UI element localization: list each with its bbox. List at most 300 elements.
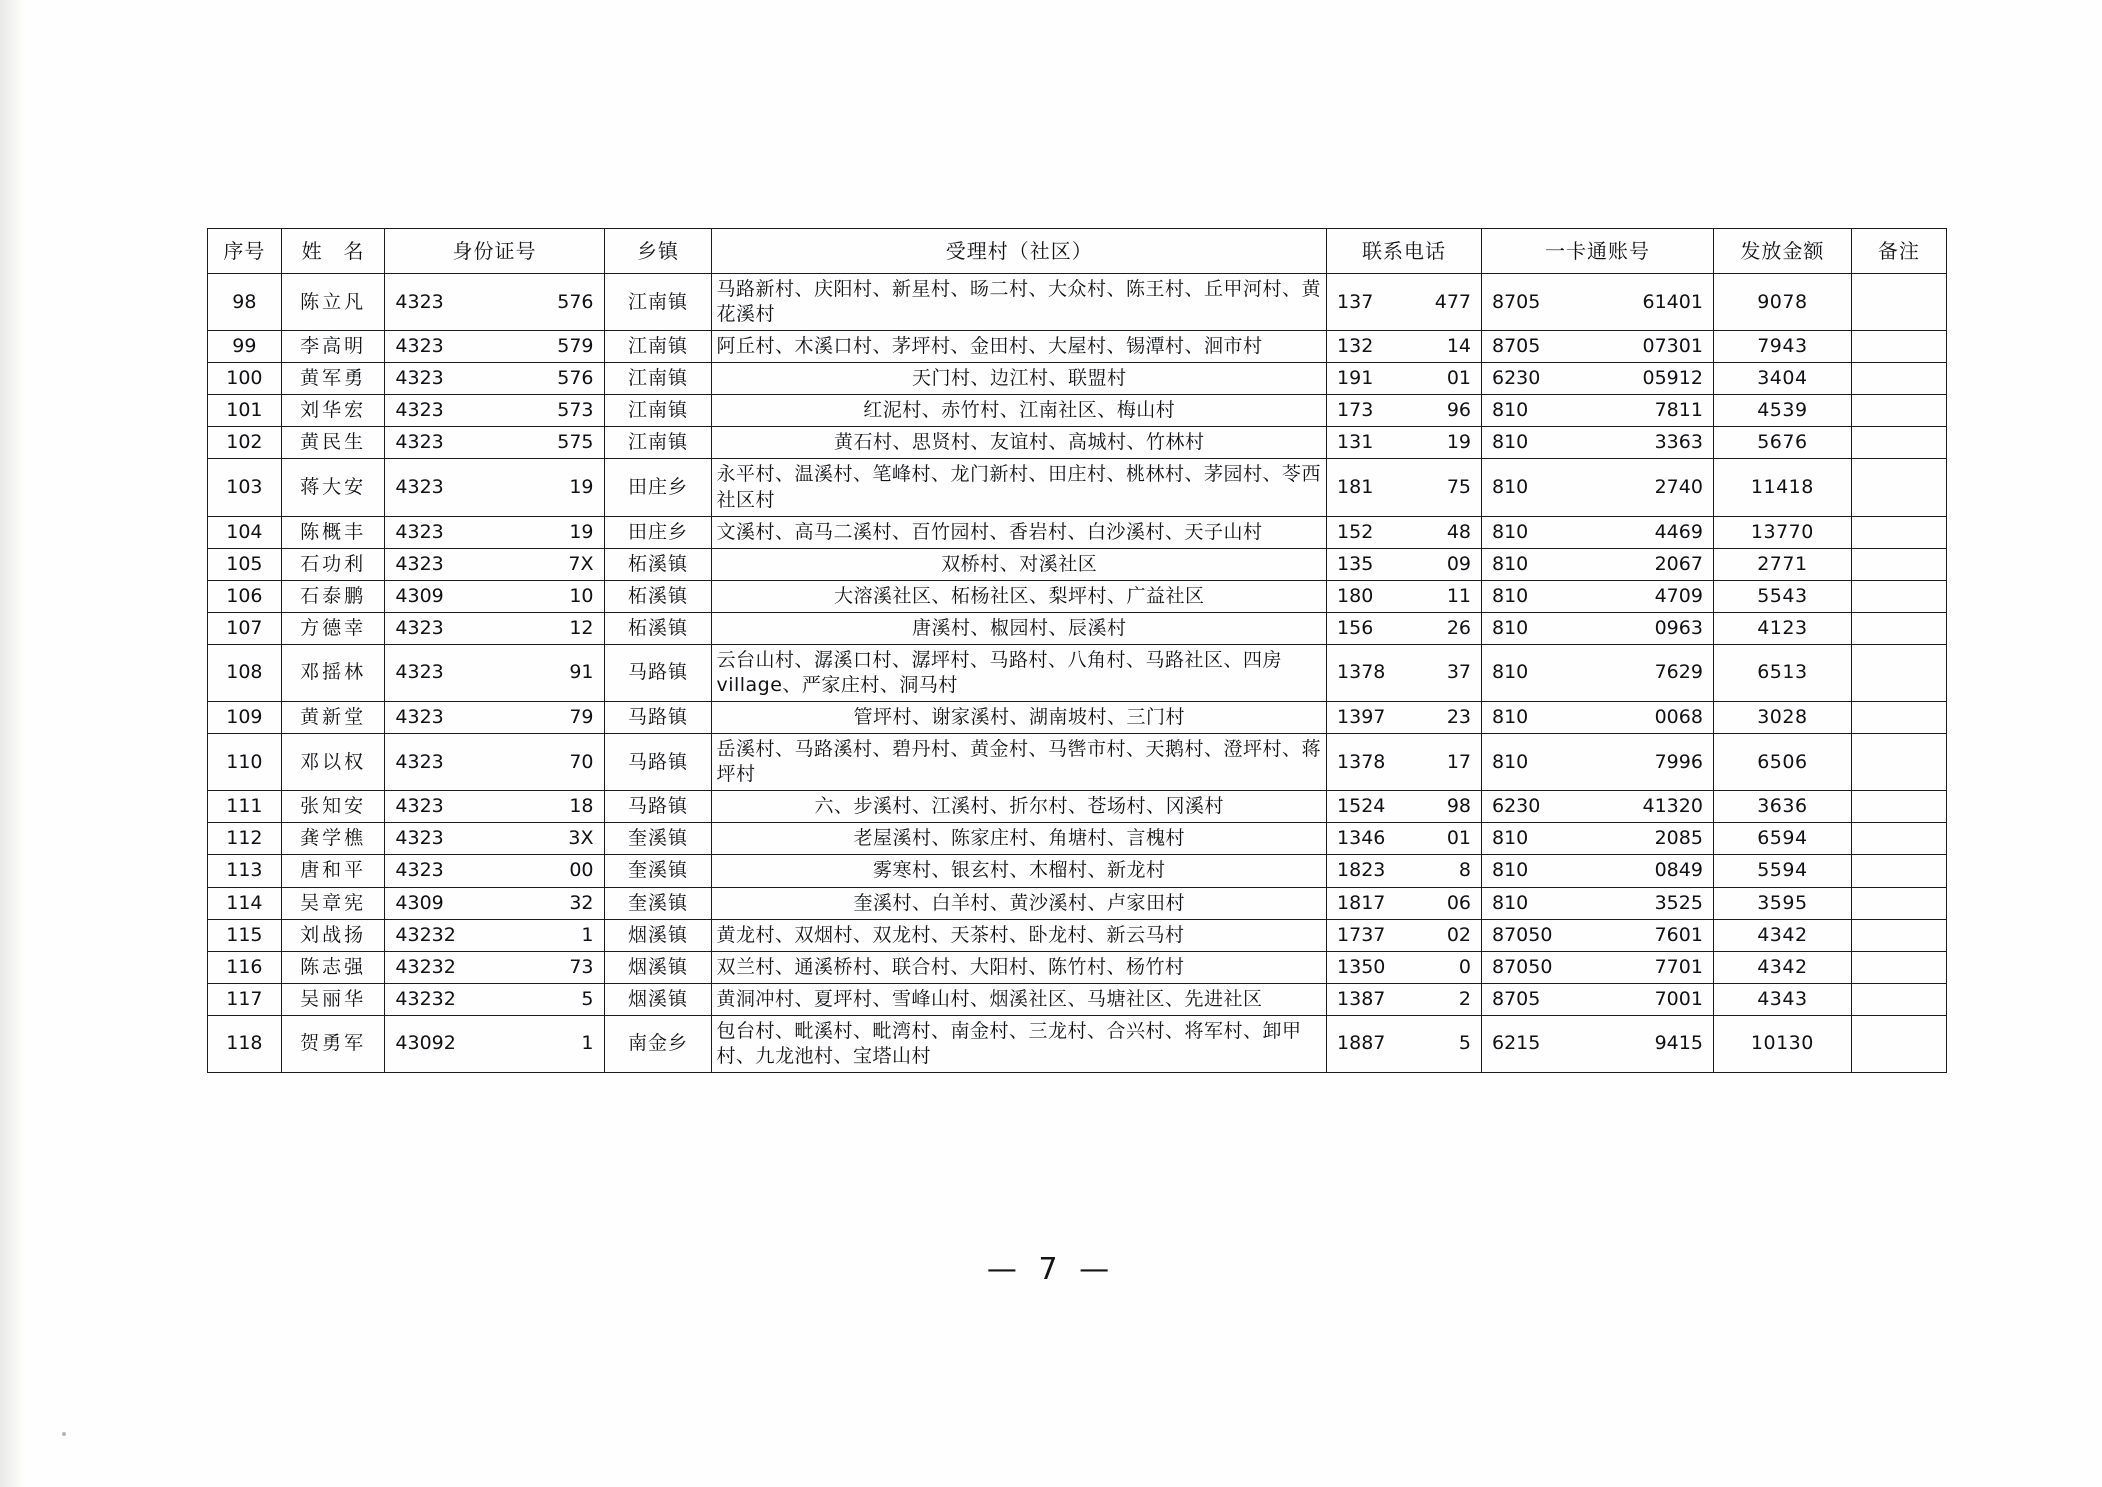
cell-card-left: 810	[1492, 476, 1529, 498]
cell-card	[1482, 951, 1714, 983]
cell-id-right: 573	[557, 399, 594, 422]
cell-card-left: 810	[1492, 750, 1529, 773]
cell-name: 张知安	[281, 791, 385, 823]
cell-id	[385, 395, 604, 427]
cell-tel	[1327, 274, 1482, 331]
cell-village: 文溪村、高马二溪村、百竹园村、香岩村、白沙溪村、天子山村	[712, 516, 1327, 548]
cell-village: 唐溪村、椒园村、辰溪村	[712, 612, 1327, 644]
cell-note	[1851, 548, 1946, 580]
cell-tel	[1327, 644, 1482, 701]
cell-tel-left: 181	[1337, 476, 1374, 498]
cell-seq: 104	[208, 516, 282, 548]
cell-tel	[1327, 791, 1482, 823]
cell-card	[1482, 331, 1714, 363]
table-row	[208, 823, 1947, 855]
cell-id	[385, 855, 604, 887]
cell-tel	[1327, 459, 1482, 516]
beneficiary-table	[207, 228, 1947, 1073]
cell-id-left: 4323	[395, 431, 444, 454]
cell-card	[1482, 791, 1714, 823]
cell-tel	[1327, 951, 1482, 983]
cell-tel-left: 1817	[1337, 891, 1386, 914]
cell-amount: 3404	[1713, 363, 1851, 395]
table-row	[208, 395, 1947, 427]
cell-name: 陈立凡	[281, 274, 385, 331]
cell-card-right: 7601	[1654, 923, 1703, 946]
table-row	[208, 1015, 1947, 1072]
cell-card-right: 9415	[1654, 1032, 1703, 1055]
cell-id-right: 12	[569, 616, 594, 639]
cell-id	[385, 516, 604, 548]
cell-card	[1482, 612, 1714, 644]
cell-card	[1482, 983, 1714, 1015]
cell-amount: 13770	[1713, 516, 1851, 548]
cell-amount: 10130	[1713, 1015, 1851, 1072]
cell-card	[1482, 427, 1714, 459]
cell-id-left: 4323	[395, 795, 444, 818]
cell-id-left: 4323	[395, 859, 444, 882]
cell-town: 马路镇	[604, 644, 712, 701]
cell-card-left: 810	[1492, 827, 1529, 850]
cell-card	[1482, 516, 1714, 548]
cell-card	[1482, 887, 1714, 919]
cell-amount: 5676	[1713, 427, 1851, 459]
cell-amount: 3595	[1713, 887, 1851, 919]
cell-note	[1851, 791, 1946, 823]
cell-village: 红泥村、赤竹村、江南社区、梅山村	[712, 395, 1327, 427]
cell-tel-right: 17	[1446, 750, 1471, 773]
table-row	[208, 612, 1947, 644]
cell-id	[385, 274, 604, 331]
cell-note	[1851, 427, 1946, 459]
cell-seq: 107	[208, 612, 282, 644]
cell-id-right: 1	[581, 923, 594, 946]
cell-seq: 102	[208, 427, 282, 459]
cell-tel-left: 152	[1337, 520, 1374, 543]
table-row	[208, 516, 1947, 548]
cell-card-right: 3525	[1654, 891, 1703, 914]
cell-card-left: 810	[1492, 616, 1529, 639]
cell-town: 江南镇	[604, 331, 712, 363]
cell-id-right: 575	[557, 431, 594, 454]
cell-id-right: 5	[581, 987, 594, 1010]
cell-name: 龚学樵	[281, 823, 385, 855]
cell-town: 江南镇	[604, 395, 712, 427]
cell-id	[385, 983, 604, 1015]
cell-id-left: 43232	[395, 955, 456, 978]
cell-id-right: 19	[569, 476, 594, 498]
cell-tel-left: 1823	[1337, 859, 1386, 882]
cell-seq: 103	[208, 459, 282, 516]
cell-note	[1851, 983, 1946, 1015]
cell-id-right: 10	[569, 584, 594, 607]
cell-seq: 100	[208, 363, 282, 395]
cell-id	[385, 580, 604, 612]
cell-tel-left: 156	[1337, 616, 1374, 639]
cell-amount: 3636	[1713, 791, 1851, 823]
cell-village: 雾寒村、银玄村、木榴村、新龙村	[712, 855, 1327, 887]
cell-card-left: 6230	[1492, 367, 1541, 390]
cell-town: 马路镇	[604, 702, 712, 734]
cell-amount: 5543	[1713, 580, 1851, 612]
header-seq: 序号	[208, 229, 282, 274]
cell-tel-right: 96	[1446, 399, 1471, 422]
table-row	[208, 459, 1947, 516]
cell-tel-right: 26	[1446, 616, 1471, 639]
cell-tel-right: 06	[1446, 891, 1471, 914]
cell-amount: 4342	[1713, 919, 1851, 951]
cell-id-left: 4323	[395, 335, 444, 358]
cell-id-left: 4323	[395, 750, 444, 773]
cell-id-left: 4309	[395, 584, 444, 607]
cell-card-right: 7996	[1654, 750, 1703, 773]
cell-tel-left: 1887	[1337, 1032, 1386, 1055]
cell-card-left: 8705	[1492, 290, 1541, 313]
cell-id-right: 32	[569, 891, 594, 914]
cell-name: 邓摇林	[281, 644, 385, 701]
cell-note	[1851, 702, 1946, 734]
cell-card	[1482, 363, 1714, 395]
table-row	[208, 331, 1947, 363]
table-row	[208, 274, 1947, 331]
cell-seq: 109	[208, 702, 282, 734]
cell-note	[1851, 459, 1946, 516]
cell-id	[385, 459, 604, 516]
header-note: 备注	[1851, 229, 1946, 274]
cell-amount: 3028	[1713, 702, 1851, 734]
cell-name: 黄民生	[281, 427, 385, 459]
cell-village: 永平村、温溪村、笔峰村、龙门新村、田庄村、桃林村、茅园村、苓西社区村	[712, 459, 1327, 516]
table-row	[208, 983, 1947, 1015]
cell-id-right: 579	[557, 335, 594, 358]
cell-id	[385, 791, 604, 823]
cell-id	[385, 1015, 604, 1072]
cell-village: 黄石村、思贤村、友谊村、高城村、竹林村	[712, 427, 1327, 459]
header-town: 乡镇	[604, 229, 712, 274]
cell-id	[385, 427, 604, 459]
cell-tel	[1327, 395, 1482, 427]
cell-note	[1851, 516, 1946, 548]
cell-village: 黄龙村、双烟村、双龙村、天茶村、卧龙村、新云马村	[712, 919, 1327, 951]
cell-seq: 108	[208, 644, 282, 701]
cell-card-left: 810	[1492, 661, 1529, 684]
cell-card	[1482, 702, 1714, 734]
cell-name: 刘华宏	[281, 395, 385, 427]
cell-tel-left: 1737	[1337, 923, 1386, 946]
cell-seq: 111	[208, 791, 282, 823]
cell-village: 老屋溪村、陈家庄村、角塘村、言槐村	[712, 823, 1327, 855]
cell-amount: 11418	[1713, 459, 1851, 516]
cell-town: 江南镇	[604, 427, 712, 459]
cell-id	[385, 644, 604, 701]
cell-id-left: 4323	[395, 520, 444, 543]
table-row	[208, 887, 1947, 919]
cell-tel	[1327, 887, 1482, 919]
cell-id-right: 91	[569, 661, 594, 684]
scan-speck	[62, 1432, 66, 1436]
cell-card-right: 07301	[1642, 335, 1703, 358]
cell-amount: 2771	[1713, 548, 1851, 580]
cell-village: 天门村、边江村、联盟村	[712, 363, 1327, 395]
cell-id-left: 4323	[395, 616, 444, 639]
cell-id-right: 18	[569, 795, 594, 818]
cell-tel-left: 1346	[1337, 827, 1386, 850]
cell-name: 吴丽华	[281, 983, 385, 1015]
cell-id-left: 4323	[395, 399, 444, 422]
table-row	[208, 855, 1947, 887]
cell-card	[1482, 1015, 1714, 1072]
cell-id	[385, 702, 604, 734]
cell-note	[1851, 855, 1946, 887]
header-amount: 发放金额	[1713, 229, 1851, 274]
cell-tel	[1327, 855, 1482, 887]
cell-town: 马路镇	[604, 791, 712, 823]
cell-town: 烟溪镇	[604, 983, 712, 1015]
cell-card-left: 810	[1492, 584, 1529, 607]
cell-seq: 118	[208, 1015, 282, 1072]
cell-id-right: 19	[569, 520, 594, 543]
header-name: 姓 名	[281, 229, 385, 274]
header-card: 一卡通账号	[1482, 229, 1714, 274]
cell-amount: 7943	[1713, 331, 1851, 363]
cell-seq: 98	[208, 274, 282, 331]
cell-id-left: 4323	[395, 290, 444, 313]
cell-town: 奎溪镇	[604, 823, 712, 855]
cell-name: 方德幸	[281, 612, 385, 644]
cell-tel-left: 137	[1337, 290, 1374, 313]
cell-town: 南金乡	[604, 1015, 712, 1072]
cell-tel	[1327, 612, 1482, 644]
table-row	[208, 951, 1947, 983]
cell-note	[1851, 823, 1946, 855]
cell-tel-right: 477	[1434, 290, 1471, 313]
cell-tel-right: 19	[1446, 431, 1471, 454]
cell-tel-left: 131	[1337, 431, 1374, 454]
cell-amount: 4123	[1713, 612, 1851, 644]
cell-tel	[1327, 823, 1482, 855]
cell-card	[1482, 274, 1714, 331]
cell-note	[1851, 644, 1946, 701]
cell-name: 石泰鹏	[281, 580, 385, 612]
cell-card-right: 0849	[1654, 859, 1703, 882]
cell-card-right: 3363	[1654, 431, 1703, 454]
cell-seq: 99	[208, 331, 282, 363]
cell-amount: 4343	[1713, 983, 1851, 1015]
cell-note	[1851, 612, 1946, 644]
cell-village: 奎溪村、白羊村、黄沙溪村、卢家田村	[712, 887, 1327, 919]
cell-card-left: 8705	[1492, 335, 1541, 358]
cell-note	[1851, 919, 1946, 951]
cell-tel-left: 1350	[1337, 955, 1386, 978]
cell-tel-left: 1378	[1337, 750, 1386, 773]
cell-id-left: 4309	[395, 891, 444, 914]
cell-id-left: 43092	[395, 1032, 456, 1055]
cell-id-left: 4323	[395, 827, 444, 850]
cell-tel-left: 191	[1337, 367, 1374, 390]
table-row	[208, 644, 1947, 701]
cell-tel-right: 01	[1446, 367, 1471, 390]
cell-name: 邓以权	[281, 734, 385, 791]
beneficiary-table-container	[207, 228, 1947, 1073]
cell-town: 江南镇	[604, 274, 712, 331]
cell-id	[385, 612, 604, 644]
cell-id-left: 43232	[395, 987, 456, 1010]
cell-town: 奎溪镇	[604, 855, 712, 887]
table-row	[208, 363, 1947, 395]
cell-tel	[1327, 983, 1482, 1015]
page-number: — 7 —	[986, 1252, 1116, 1287]
cell-note	[1851, 734, 1946, 791]
cell-card-left: 810	[1492, 706, 1529, 729]
cell-note	[1851, 887, 1946, 919]
table-header-row	[208, 229, 1947, 274]
cell-id	[385, 734, 604, 791]
cell-id	[385, 548, 604, 580]
cell-id-right: 73	[569, 955, 594, 978]
cell-name: 刘战扬	[281, 919, 385, 951]
cell-card-right: 4709	[1654, 584, 1703, 607]
cell-name: 黄军勇	[281, 363, 385, 395]
cell-id-right: 3X	[568, 827, 594, 850]
cell-card-left: 87050	[1492, 923, 1553, 946]
cell-card	[1482, 919, 1714, 951]
cell-name: 蒋大安	[281, 459, 385, 516]
cell-card-right: 2740	[1654, 476, 1703, 498]
cell-amount: 9078	[1713, 274, 1851, 331]
cell-village: 六、步溪村、江溪村、折尔村、苍场村、冈溪村	[712, 791, 1327, 823]
cell-id-left: 4323	[395, 706, 444, 729]
cell-town: 田庄乡	[604, 516, 712, 548]
cell-card-left: 810	[1492, 552, 1529, 575]
cell-village: 包台村、毗溪村、毗湾村、南金村、三龙村、合兴村、将军村、卸甲村、九龙池村、宝塔山村	[712, 1015, 1327, 1072]
cell-town: 柘溪镇	[604, 548, 712, 580]
cell-id	[385, 951, 604, 983]
cell-town: 江南镇	[604, 363, 712, 395]
cell-card-left: 810	[1492, 520, 1529, 543]
cell-tel-right: 0	[1458, 955, 1471, 978]
cell-id-left: 4323	[395, 661, 444, 684]
table-row	[208, 734, 1947, 791]
cell-card-left: 6215	[1492, 1032, 1541, 1055]
cell-village: 阿丘村、木溪口村、茅坪村、金田村、大屋村、锡潭村、洄市村	[712, 331, 1327, 363]
cell-card-right: 7001	[1654, 987, 1703, 1010]
cell-seq: 113	[208, 855, 282, 887]
cell-tel-left: 135	[1337, 552, 1374, 575]
cell-tel	[1327, 363, 1482, 395]
cell-seq: 105	[208, 548, 282, 580]
table-row	[208, 702, 1947, 734]
cell-tel-right: 2	[1458, 987, 1471, 1010]
cell-id-right: 7X	[568, 552, 594, 575]
cell-id	[385, 823, 604, 855]
cell-card-right: 0068	[1654, 706, 1703, 729]
cell-card-left: 810	[1492, 399, 1529, 422]
table-row	[208, 919, 1947, 951]
cell-card-right: 41320	[1642, 795, 1703, 818]
cell-name: 陈概丰	[281, 516, 385, 548]
cell-tel	[1327, 580, 1482, 612]
cell-name: 李高明	[281, 331, 385, 363]
cell-card-right: 7701	[1654, 955, 1703, 978]
cell-card-right: 2067	[1654, 552, 1703, 575]
cell-town: 田庄乡	[604, 459, 712, 516]
cell-id-right: 576	[557, 290, 594, 313]
cell-note	[1851, 395, 1946, 427]
cell-name: 唐和平	[281, 855, 385, 887]
cell-seq: 110	[208, 734, 282, 791]
cell-village: 管坪村、谢家溪村、湖南坡村、三门村	[712, 702, 1327, 734]
cell-tel-right: 48	[1446, 520, 1471, 543]
cell-id-right: 1	[581, 1032, 594, 1055]
cell-tel-left: 180	[1337, 584, 1374, 607]
cell-card-right: 0963	[1654, 616, 1703, 639]
cell-amount: 6513	[1713, 644, 1851, 701]
cell-tel-right: 09	[1446, 552, 1471, 575]
cell-tel	[1327, 919, 1482, 951]
cell-card-right: 4469	[1654, 520, 1703, 543]
cell-id-left: 4323	[395, 476, 444, 498]
cell-id-left: 4323	[395, 552, 444, 575]
header-tel: 联系电话	[1327, 229, 1482, 274]
cell-tel-left: 1397	[1337, 706, 1386, 729]
cell-id	[385, 887, 604, 919]
cell-id	[385, 363, 604, 395]
cell-tel	[1327, 427, 1482, 459]
cell-amount: 6506	[1713, 734, 1851, 791]
cell-amount: 4539	[1713, 395, 1851, 427]
cell-tel-right: 37	[1446, 661, 1471, 684]
cell-tel-left: 1387	[1337, 987, 1386, 1010]
table-row	[208, 791, 1947, 823]
cell-seq: 106	[208, 580, 282, 612]
cell-tel-left: 132	[1337, 335, 1374, 358]
cell-note	[1851, 331, 1946, 363]
cell-seq: 101	[208, 395, 282, 427]
cell-town: 奎溪镇	[604, 887, 712, 919]
cell-tel-right: 98	[1446, 795, 1471, 818]
cell-id	[385, 331, 604, 363]
cell-town: 马路镇	[604, 734, 712, 791]
cell-id-right: 70	[569, 750, 594, 773]
cell-tel	[1327, 331, 1482, 363]
cell-village: 黄洞冲村、夏坪村、雪峰山村、烟溪社区、马塘社区、先进社区	[712, 983, 1327, 1015]
table-row	[208, 580, 1947, 612]
cell-amount: 6594	[1713, 823, 1851, 855]
cell-note	[1851, 363, 1946, 395]
cell-town: 柘溪镇	[604, 612, 712, 644]
cell-id-left: 4323	[395, 367, 444, 390]
cell-card-left: 8705	[1492, 987, 1541, 1010]
cell-note	[1851, 274, 1946, 331]
cell-tel	[1327, 1015, 1482, 1072]
cell-name: 贺勇军	[281, 1015, 385, 1072]
cell-amount: 5594	[1713, 855, 1851, 887]
cell-id-left: 43232	[395, 923, 456, 946]
cell-card	[1482, 855, 1714, 887]
cell-seq: 114	[208, 887, 282, 919]
cell-id-right: 576	[557, 367, 594, 390]
cell-town: 烟溪镇	[604, 919, 712, 951]
cell-village: 双桥村、对溪社区	[712, 548, 1327, 580]
cell-id	[385, 919, 604, 951]
cell-card-right: 2085	[1654, 827, 1703, 850]
cell-tel-right: 11	[1446, 584, 1471, 607]
cell-card	[1482, 459, 1714, 516]
cell-tel-right: 23	[1446, 706, 1471, 729]
cell-amount: 4342	[1713, 951, 1851, 983]
cell-tel	[1327, 702, 1482, 734]
cell-tel-right: 02	[1446, 923, 1471, 946]
